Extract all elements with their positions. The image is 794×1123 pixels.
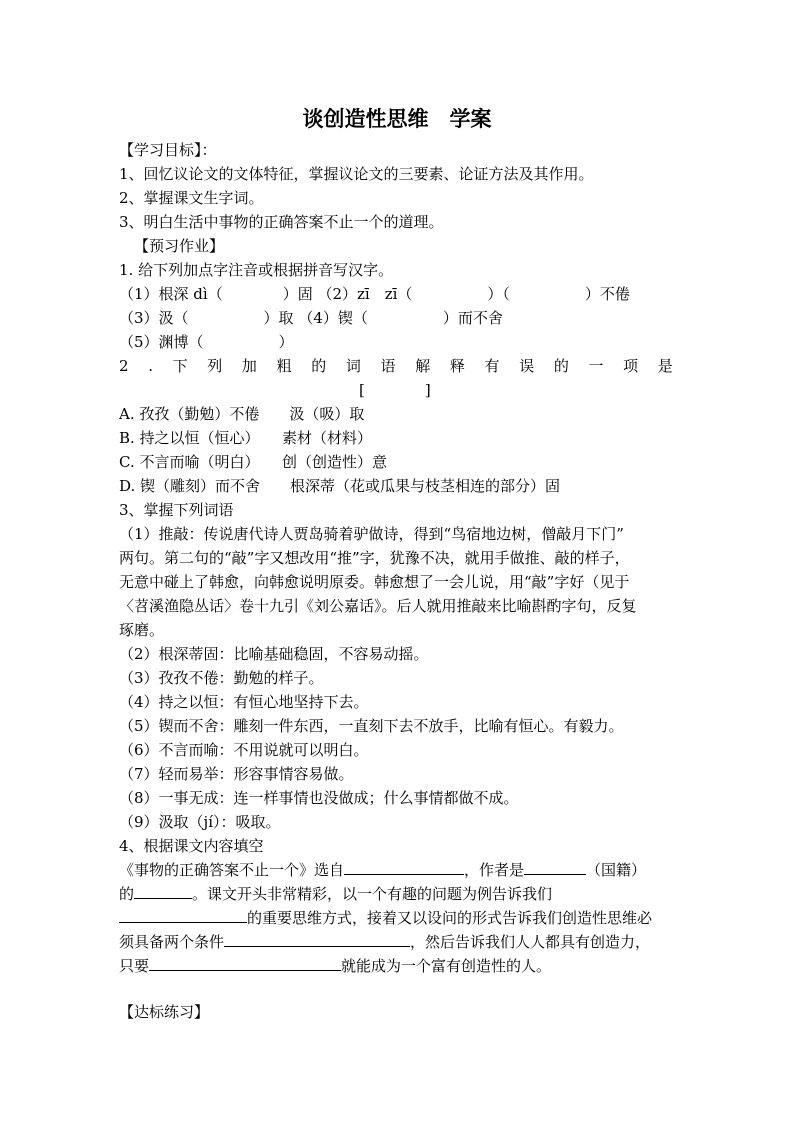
question-1-row: （5）渊博（ ） xyxy=(119,333,294,351)
answer-blank[interactable] xyxy=(119,906,247,923)
vocab-item-line: （1）推敲：传说唐代诗人贾岛骑着驴做诗，得到“鸟宿地边树，僧敲月下门” xyxy=(119,525,624,543)
fill-text: 《事物的正确答案不止一个》选自 xyxy=(119,861,345,879)
vocab-item-line: 琢磨。 xyxy=(119,621,165,639)
fill-text: 须具备两个条件 xyxy=(119,933,225,951)
fill-text: ，作者是 xyxy=(464,861,525,879)
answer-blank[interactable] xyxy=(524,858,586,875)
prompt-char: 一 xyxy=(588,357,604,375)
answer-blank[interactable] xyxy=(134,882,192,899)
fill-text: ，然后告诉我们人人都具有创造力， xyxy=(410,933,651,951)
vocab-item: （3）孜孜不倦：勤勉的样子。 xyxy=(119,669,324,687)
prompt-char: 的 xyxy=(553,357,569,375)
prompt-char: 有 xyxy=(484,357,500,375)
prompt-char: 误 xyxy=(519,357,535,375)
vocab-item: （7）轻而易举：形容事情容易做。 xyxy=(119,765,354,783)
fill-line-2 xyxy=(119,882,679,906)
goal-item: 2、掌握课文生字词。 xyxy=(119,189,264,207)
fill-text: （国籍） xyxy=(586,861,647,879)
vocab-item: （6）不言而喻：不用说就可以明白。 xyxy=(119,741,369,759)
prompt-char: 粗 xyxy=(276,357,292,375)
question-4-prompt: 4、根据课文内容填空 xyxy=(119,837,264,855)
fill-text: 。课文开头非常精彩，以一个有趣的问题为例告诉我们 xyxy=(192,885,553,903)
vocab-item: （8）一事无成：连一样事情也没做成；什么事情都做不成。 xyxy=(119,789,519,807)
fill-text: 的 xyxy=(119,885,135,903)
fill-line-3 xyxy=(119,906,679,930)
question-3-prompt: 3、掌握下列词语 xyxy=(119,501,234,519)
goal-item: 3、明白生活中事物的正确答案不止一个的道理。 xyxy=(119,213,444,231)
fill-text: 就能成为一个富有创造性的人。 xyxy=(341,957,552,975)
prompt-char: 2 xyxy=(119,357,129,375)
prompt-char: 语 xyxy=(380,357,396,375)
goals-heading: 【学习目标】： xyxy=(119,141,217,159)
vocab-item: （2）根深蒂固：比喻基础稳固，不容易动摇。 xyxy=(119,645,429,663)
practice-heading: 【达标练习】 xyxy=(119,1003,210,1021)
vocab-item: （4）持之以恒：有恒心地坚持下去。 xyxy=(119,693,369,711)
answer-blank[interactable] xyxy=(344,858,464,875)
prompt-char: 列 xyxy=(207,357,223,375)
prompt-char: 加 xyxy=(241,357,257,375)
prompt-char: 释 xyxy=(449,357,465,375)
vocab-item-line: 无意中碰上了韩愈，向韩愈说明原委。韩愈想了一会儿说，用“敲”字好（见于 xyxy=(119,573,630,591)
vocab-item: （5）锲而不舍：雕刻一件东西，一直刻下去不放手，比喻有恒心。有毅力。 xyxy=(119,717,624,735)
fill-line-4 xyxy=(119,930,679,954)
page-title: 谈创造性思维 学案 xyxy=(302,106,492,131)
preview-heading: 【预习作业】 xyxy=(134,237,225,255)
question-1-row: （3）汲（ ）取 （4）锲（ ）而不舍 xyxy=(119,309,503,327)
goal-item: 1、回忆议论文的文体特征，掌握议论文的三要素、论证方法及其作用。 xyxy=(119,165,594,183)
option-d: D. 锲（雕刻）而不舍 根深蒂（花或瓜果与枝茎相连的部分）固 xyxy=(119,477,561,495)
option-c: C. 不言而喻（明白） 创（创造性）意 xyxy=(119,453,387,471)
vocab-item-line: 两句。第二句的“敲”字又想改用“推”字，犹豫不决，就用手做推、敲的样子， xyxy=(119,549,630,567)
question-1-prompt: 1. 给下列加点字注音或根据拼音写汉字。 xyxy=(119,261,394,279)
fill-text: 的重要思维方式，接着又以设问的形式告诉我们创造性思维必 xyxy=(247,909,653,927)
prompt-char: . xyxy=(148,357,153,375)
vocab-item-line: 〈苕溪渔隐丛话〉卷十九引《刘公嘉话》。后人就用推敲来比喻斟酌字句，反复 xyxy=(119,597,637,615)
answer-bracket: [ ] xyxy=(359,381,431,399)
answer-blank[interactable] xyxy=(224,930,410,947)
question-1-row: （1）根深 dì（ ）固 （2）zī zī（ ）（ ）不倦 xyxy=(119,285,630,303)
fill-text: 只要 xyxy=(119,957,150,975)
option-a: A. 孜孜（勤勉）不倦 汲（吸）取 xyxy=(119,405,365,423)
prompt-char: 解 xyxy=(415,357,431,375)
option-b: B. 持之以恒（恒心） 素材（材料） xyxy=(119,429,373,447)
answer-blank[interactable] xyxy=(149,954,341,971)
prompt-char: 下 xyxy=(172,357,188,375)
fill-line-5 xyxy=(119,954,679,978)
prompt-char: 是 xyxy=(657,357,673,375)
vocab-item: （9）汲取（jí）：吸取。 xyxy=(119,813,281,831)
prompt-char: 的 xyxy=(311,357,327,375)
prompt-char: 项 xyxy=(623,357,639,375)
fill-line-1 xyxy=(119,858,679,882)
prompt-char: 词 xyxy=(345,357,361,375)
question-2-prompt xyxy=(119,354,673,378)
